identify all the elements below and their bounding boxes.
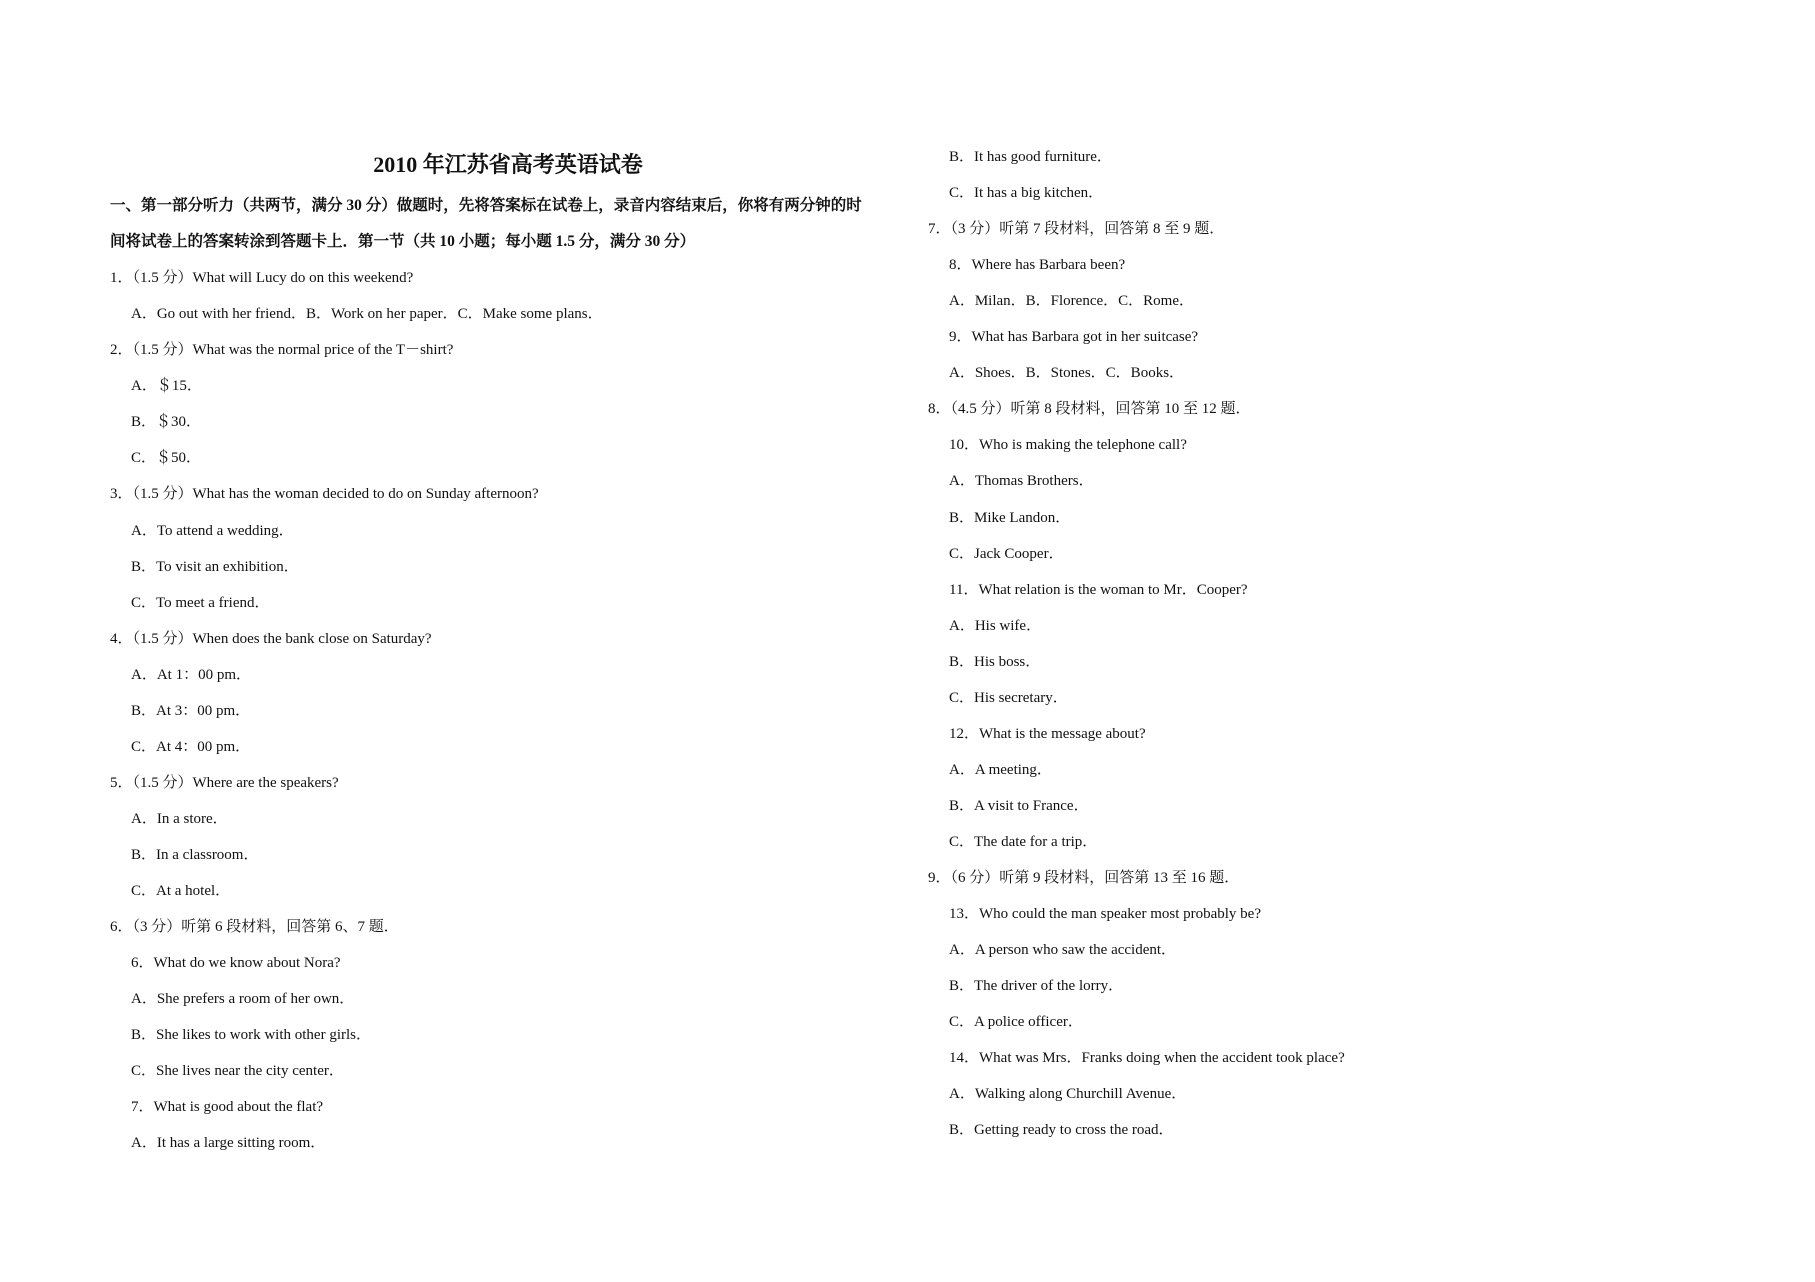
option-line: A．Go out with her friend．B．Work on her paper．C．Make some plans．: [131, 306, 603, 323]
option-line: B．A visit to France．: [949, 797, 1089, 814]
option-line: A．A person who saw the accident．: [949, 942, 1177, 959]
option-line: C．A police officer．: [949, 1014, 1083, 1031]
option-line: C．＄50．: [131, 450, 202, 467]
option-line: A．Thomas Brothers．: [949, 473, 1094, 490]
option-line: A．In a store．: [131, 810, 228, 827]
question-line: 9．（6 分）听第 9 段材料，回答第 13 至 16 题．: [928, 870, 1240, 886]
option-line: C．The date for a trip．: [949, 833, 1098, 850]
option-line: B．Mike Landon．: [949, 509, 1071, 526]
option-line: B．It has good furniture．: [949, 149, 1112, 165]
option-line: A．Shoes．B．Stones．C．Books．: [949, 365, 1185, 382]
section-instruction: 间将试卷上的答案转涂到答题卡上．第一节（共 10 小题；每小题 1.5 分，满分 30 分）: [110, 233, 696, 251]
option-line: C．At 4：00 pm．: [131, 738, 251, 755]
option-line: C．To meet a friend．: [131, 594, 270, 611]
option-line: B．In a classroom．: [131, 846, 259, 863]
option-line: A．Milan．B．Florence．C．Rome．: [949, 293, 1194, 310]
option-line: 10．Who is making the telephone call?: [949, 437, 1187, 454]
question-line: 4．（1.5 分）When does the bank close on Saturday?: [110, 630, 432, 647]
option-line: B．At 3：00 pm．: [131, 702, 251, 719]
section-instruction: 一、第一部分听力（共两节，满分 30 分）做题时，先将答案标在试卷上，录音内容结束后，你将有两分钟的时: [110, 197, 862, 214]
option-line: B．Getting ready to cross the road．: [949, 1122, 1174, 1139]
option-line: 7．What is good about the flat?: [131, 1099, 324, 1116]
question-line: 2．（1.5 分）What was the normal price of the T－shirt?: [110, 342, 454, 359]
option-line: A．It has a large sitting room．: [131, 1135, 326, 1152]
option-line: C．At a hotel．: [131, 882, 231, 899]
option-line: 12．What is the message about?: [949, 725, 1146, 742]
page-title: 2010 年江苏省高考英语试卷: [373, 152, 643, 177]
option-line: 8．Where has Barbara been?: [949, 257, 1126, 274]
option-line: A．＄15．: [131, 378, 202, 395]
question-line: 1．（1.5 分）What will Lucy do on this weekend?: [110, 270, 414, 287]
option-line: C．It has a big kitchen．: [949, 185, 1104, 202]
option-line: C．Jack Cooper．: [949, 545, 1064, 562]
question-line: 5．（1.5 分）Where are the speakers?: [110, 774, 339, 791]
option-line: C．She lives near the city center．: [131, 1063, 344, 1080]
option-line: 11．What relation is the woman to Mr．Cooper?: [949, 581, 1248, 598]
option-line: B．The driver of the lorry．: [949, 978, 1124, 995]
question-line: 3．（1.5 分）What has the woman decided to do on Sunday afternoon?: [110, 486, 539, 503]
option-line: B．His boss．: [949, 653, 1041, 670]
option-line: B．She likes to work with other girls．: [131, 1027, 371, 1044]
option-line: A．She prefers a room of her own．: [131, 991, 355, 1008]
question-line: 6．（3 分）听第 6 段材料，回答第 6、7 题．: [110, 919, 399, 935]
option-line: A．At 1：00 pm．: [131, 666, 252, 683]
option-line: B．To visit an exhibition．: [131, 558, 299, 575]
question-line: 8．（4.5 分）听第 8 段材料，回答第 10 至 12 题．: [928, 401, 1251, 418]
option-line: C．His secretary．: [949, 689, 1068, 706]
option-line: 6．What do we know about Nora?: [131, 955, 341, 971]
question-line: 7．（3 分）听第 7 段材料，回答第 8 至 9 题．: [928, 221, 1225, 238]
option-line: B．＄30．: [131, 414, 202, 431]
option-line: 14．What was Mrs．Franks doing when the accident took place?: [949, 1050, 1345, 1067]
option-line: 9．What has Barbara got in her suitcase?: [949, 329, 1199, 346]
option-line: 13．Who could the man speaker most probably be?: [949, 906, 1261, 922]
option-line: A．His wife．: [949, 617, 1042, 634]
option-line: A．Walking along Churchill Avenue．: [949, 1086, 1187, 1103]
option-line: A．A meeting．: [949, 761, 1052, 778]
option-line: A．To attend a wedding．: [131, 522, 294, 539]
